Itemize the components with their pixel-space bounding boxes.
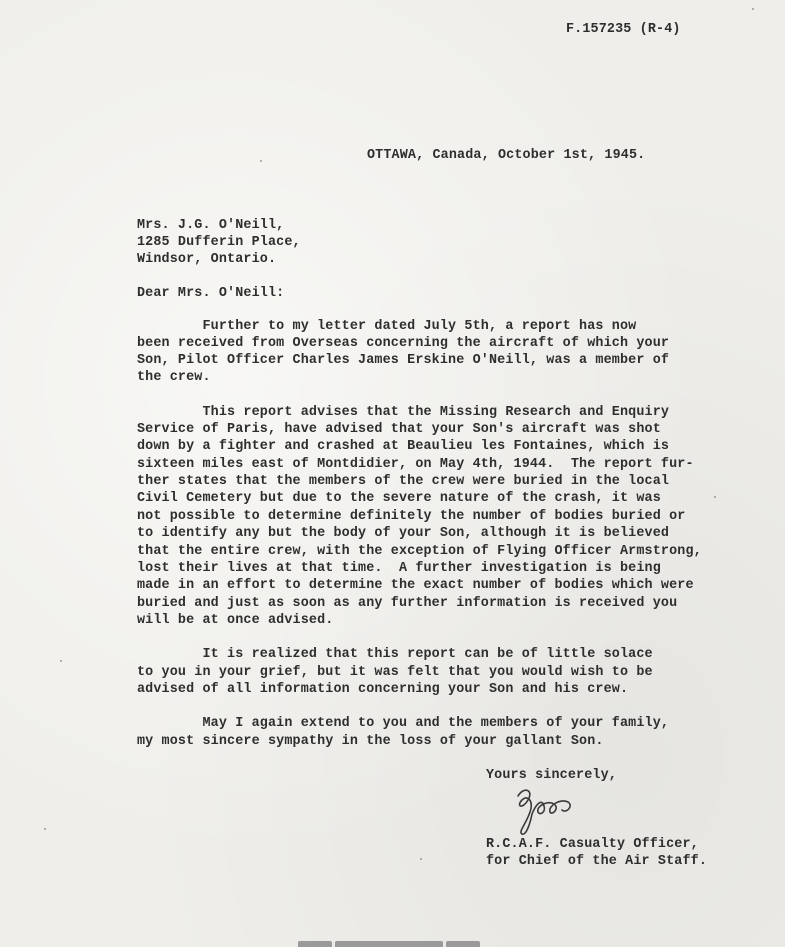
body-line: buried and just as soon as any further information is received you [137,596,678,611]
bottom-tab [446,941,480,947]
recipient-city: Windsor, Ontario. [137,252,277,267]
signature-org: for Chief of the Air Staff. [486,854,708,869]
closing: Yours sincerely, [486,768,617,783]
body-line: the crew. [137,370,211,385]
handwritten-signature [508,784,588,836]
body-line: advised of all information concerning your Son and his crew. [137,682,629,697]
bottom-tab [298,941,332,947]
paper-speck [714,496,716,498]
bottom-tabs [298,941,480,947]
dateline: OTTAWA, Canada, October 1st, 1945. [367,148,646,163]
body-line: will be at once advised. [137,613,334,628]
body-line: made in an effort to determine the exact number of bodies which were [137,578,694,593]
body-line: down by a fighter and crashed at Beaulieu les Fontaines, which is [137,439,670,454]
body-line: ther states that the members of the crew were buried in the local [137,474,670,489]
body-line: This report advises that the Missing Research and Enquiry [137,405,670,420]
body-line: my most sincere sympathy in the loss of your gallant Son. [137,734,604,749]
body-line: to you in your grief, but it was felt that you would wish to be [137,665,653,680]
body-line: sixteen miles east of Montdidier, on May 4th, 1944. The report fur- [137,457,694,472]
paper-speck [420,858,422,860]
body-line: to identify any but the body of your Son, although it is believed [137,526,670,541]
body-line: lost their lives at that time. A further investigation is being [137,561,661,576]
reference-number: F.157235 (R-4) [566,22,681,37]
recipient-name: Mrs. J.G. O'Neill, [137,218,285,233]
body-line: Service of Paris, have advised that your Son's aircraft was shot [137,422,661,437]
paper-speck [60,660,62,662]
body-line: Civil Cemetery but due to the severe nature of the crash, it was [137,491,661,506]
body-line: not possible to determine definitely the number of bodies buried or [137,509,686,524]
body-line: been received from Overseas concerning the aircraft of which your [137,336,670,351]
bottom-tab [335,941,443,947]
body-line: that the entire crew, with the exception of Flying Officer Armstrong, [137,544,702,559]
recipient-street: 1285 Dufferin Place, [137,235,301,250]
body-line: It is realized that this report can be of little solace [137,647,653,662]
body-line: Son, Pilot Officer Charles James Erskine O'Neill, was a member of [137,353,670,368]
paper-speck [260,160,262,162]
signature-title: R.C.A.F. Casualty Officer, [486,837,699,852]
paper-speck [752,8,754,10]
body-line: May I again extend to you and the members of your family, [137,716,670,731]
salutation: Dear Mrs. O'Neill: [137,286,285,301]
body-line: Further to my letter dated July 5th, a report has now [137,319,637,334]
paper-speck [44,828,46,830]
